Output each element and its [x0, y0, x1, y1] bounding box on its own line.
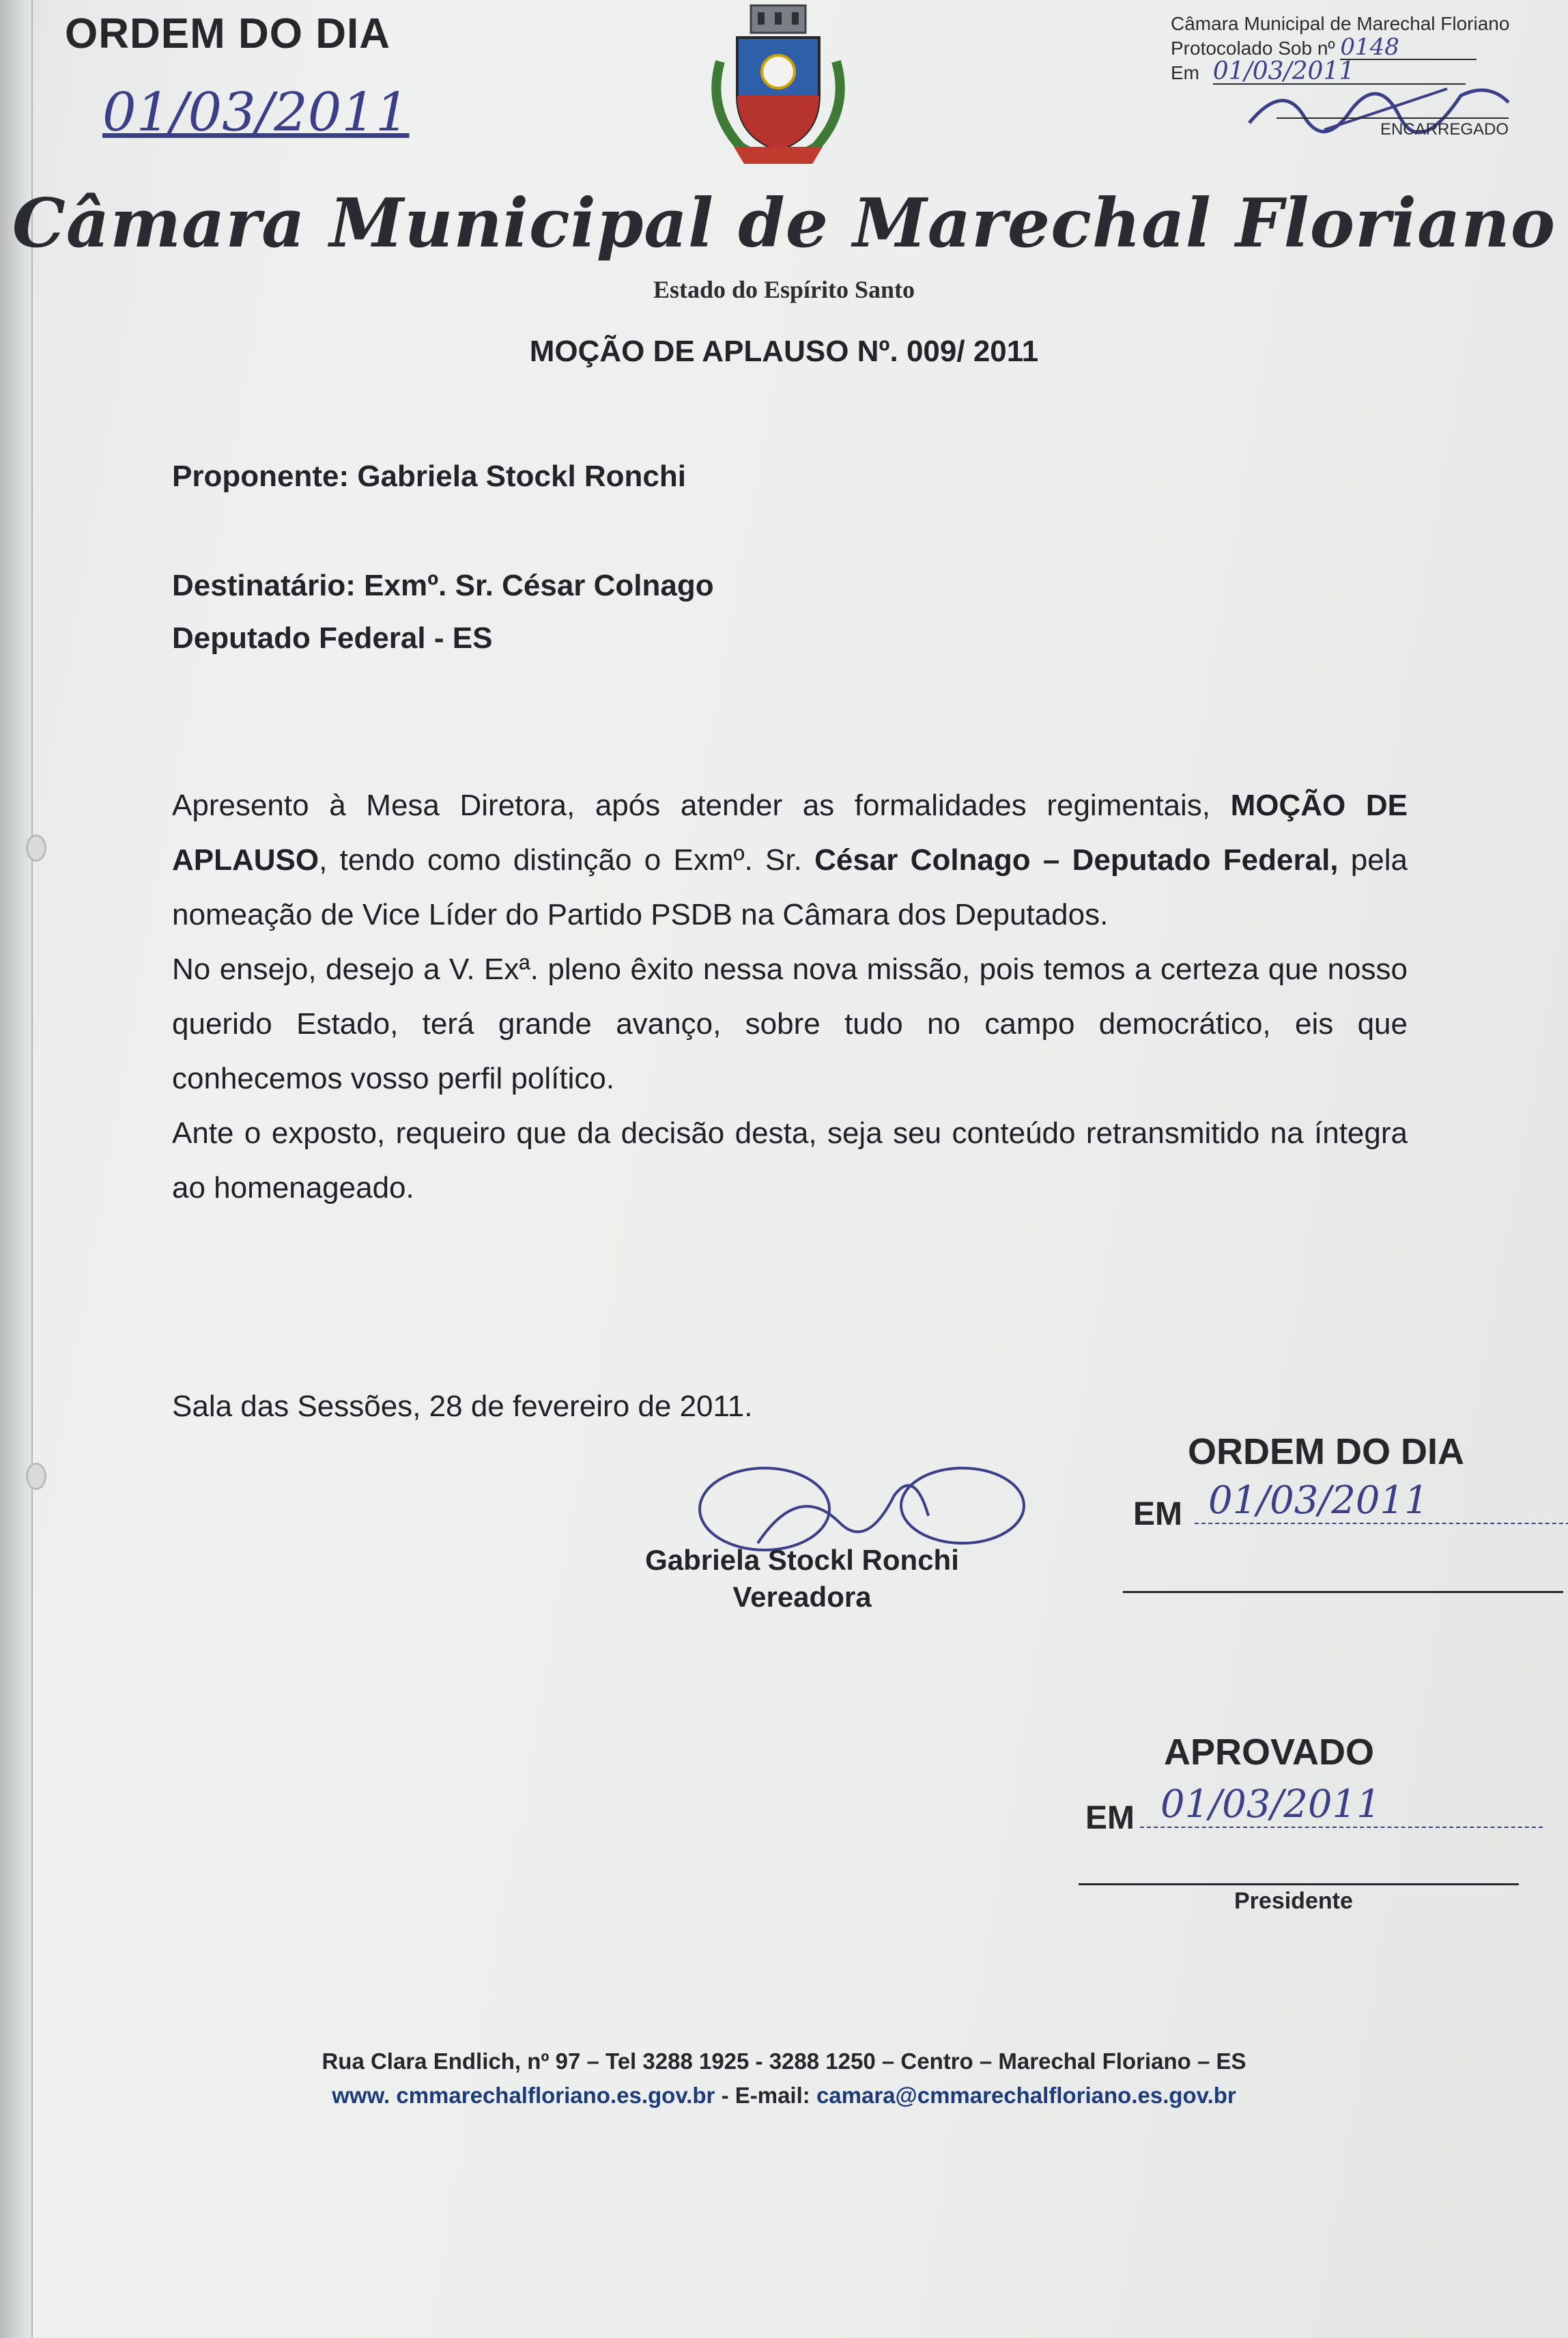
paragraph-1 [172, 778, 1408, 942]
order-of-day-stamp-top: ORDEM DO DIA [65, 10, 390, 57]
recipient-role: Deputado Federal - ES [172, 621, 493, 655]
proponent-line: Proponente: Gabriela Stockl Ronchi [172, 460, 687, 493]
paragraph-1-text-3: pela nomeação de Vice Líder do Partido PSDB na Câmara dos Deputados. [172, 843, 1408, 931]
encarregado-label: ENCARREGADO [1277, 117, 1509, 139]
president-label: Presidente [1234, 1888, 1353, 1914]
protocol-date-label: Em [1171, 62, 1199, 83]
signer-role: Vereadora [732, 1581, 872, 1613]
paragraph-1-text-2: , tendo como distinção o Exmº. Sr. [319, 843, 815, 877]
paragraph-3: Ante o exposto, requeiro que da decisão desta, seja seu conteúdo retransmitido na íntegra ao homenageado. [172, 1116, 1408, 1205]
footer-email-link[interactable]: camara@cmmarechalfloriano.es.gov.br [816, 2083, 1236, 2108]
footer-email-label: - E-mail: [715, 2083, 816, 2108]
protocol-chamber-line: Câmara Municipal de Marechal Floriano [1171, 13, 1510, 34]
binder-hole [26, 834, 46, 862]
approved-em: EM [1085, 1800, 1135, 1836]
stamp-handwritten-date: 01/03/2011 [102, 82, 410, 143]
paragraph-1-bold-motion: MOÇÃO DE APLAUSO [172, 789, 1408, 877]
footer-address: Rua Clara Endlich, nº 97 – Tel 3288 1925 - 3288 1250 – Centro – Marechal Floriano – ES [322, 2048, 1246, 2074]
place-date: Sala das Sessões, 28 de fevereiro de 2011. [172, 1390, 753, 1423]
chamber-title: Câmara Municipal de Marechal Floriano [12, 184, 1556, 263]
paragraph-1-text: Apresento à Mesa Diretora, após atender as formalidades regimentais, [172, 789, 1231, 822]
coat-of-arms-icon [693, 0, 864, 171]
paragraph-1-bold-honoree: César Colnago – Deputado Federal, [814, 843, 1339, 877]
approved-date: 01/03/2011 [1140, 1782, 1543, 1828]
order-of-day-em: EM [1133, 1496, 1182, 1532]
document-body [172, 778, 1408, 1215]
recipient-line: Destinatário: Exmº. Sr. César Colnago [172, 569, 714, 602]
footer-website-link[interactable]: www. cmmarechalfloriano.es.gov.br [332, 2083, 715, 2108]
footer-contact [0, 2083, 1568, 2109]
approved-title: APROVADO [1164, 1732, 1375, 1773]
binder-hole [26, 1463, 46, 1490]
signer-name: Gabriela Stockl Ronchi [645, 1544, 959, 1576]
protocol-number-row [1171, 33, 1533, 61]
paragraph-2: No ensejo, desejo a V. Exª. pleno êxito nessa nova missão, pois temos a certeza que nosso querido Estado, terá grande avanço, sobre tudo no campo democrático, eis que conhecemos vosso perfil político. [172, 953, 1408, 1095]
order-of-day-signature-line [1123, 1591, 1563, 1593]
protocol-date-value: 01/03/2011 [1213, 60, 1466, 85]
order-of-day-date: 01/03/2011 [1195, 1478, 1568, 1524]
order-of-day-title: ORDEM DO DIA [1188, 1431, 1464, 1472]
document-title: MOÇÃO DE APLAUSO Nº. 009/ 2011 [529, 335, 1039, 368]
protocol-number-value: 0148 [1340, 36, 1477, 60]
state-name: Estado do Espírito Santo [653, 276, 915, 303]
protocol-number-label: Protocolado Sob nº [1171, 38, 1335, 59]
signer-block [526, 1542, 1079, 1616]
approved-signature-line [1079, 1883, 1519, 1885]
